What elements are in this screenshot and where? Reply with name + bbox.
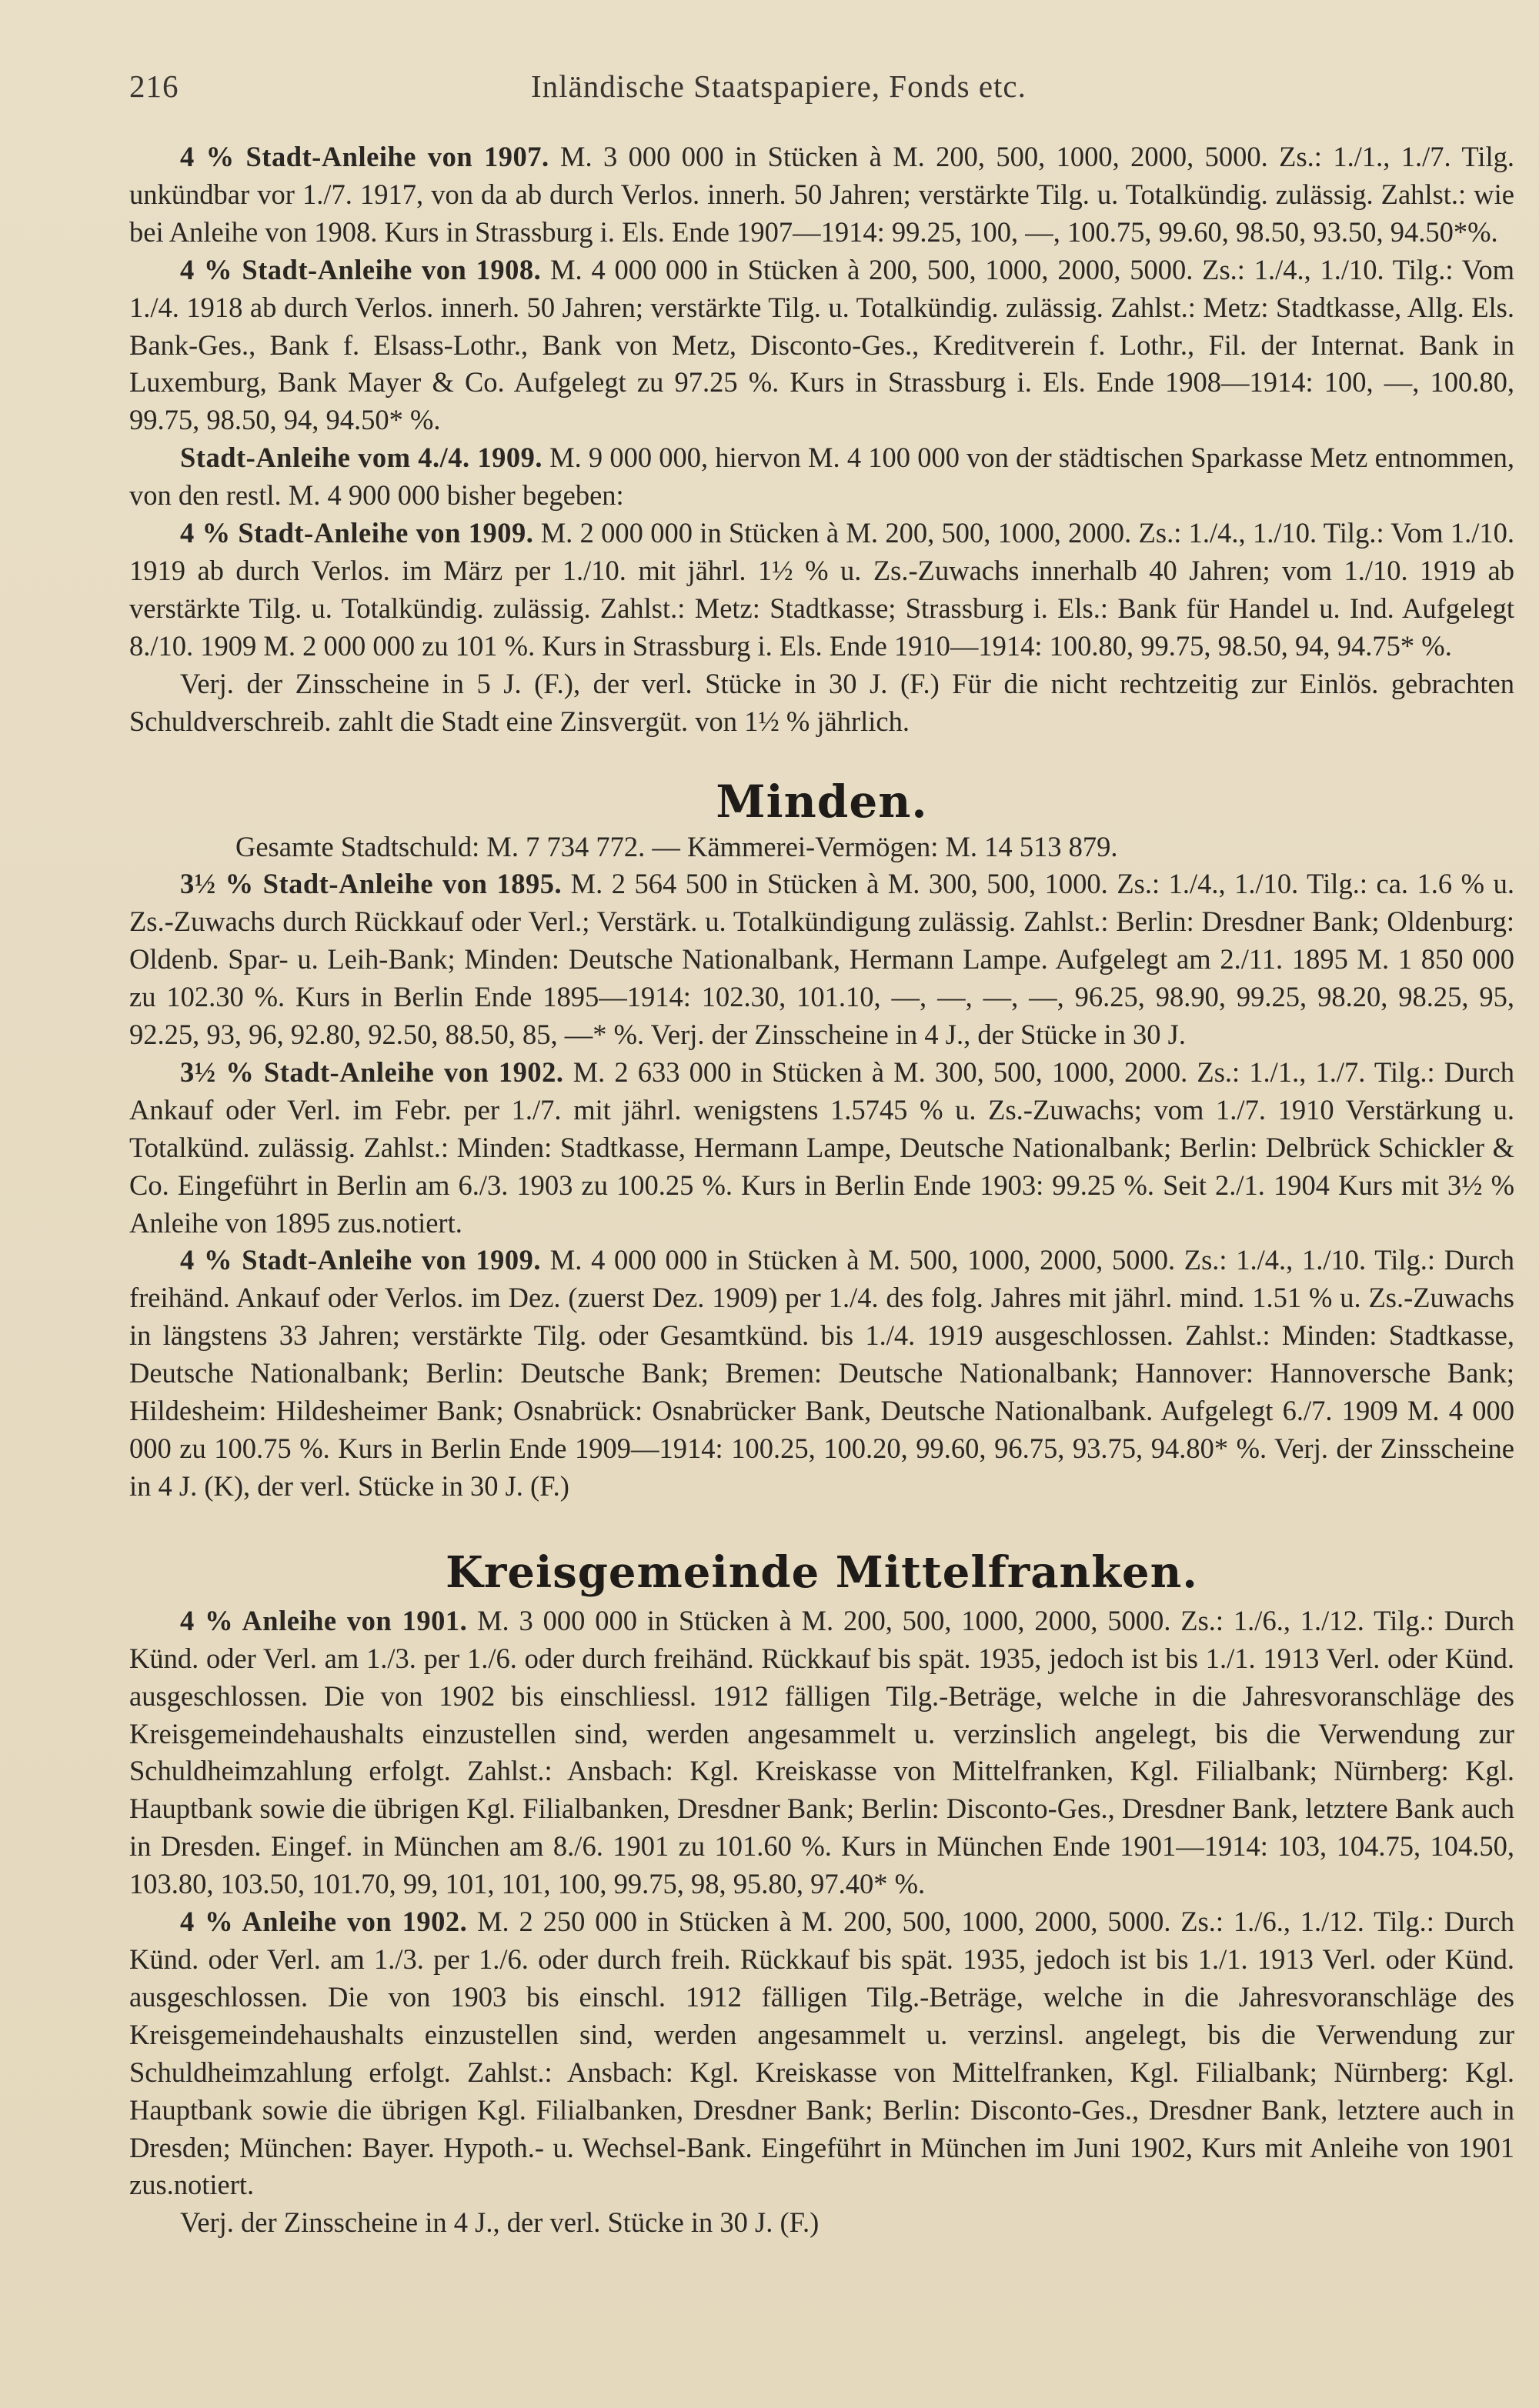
- entry-heading: 4 % Anleihe von 1902.: [180, 1906, 468, 1938]
- entry-text: M. 3 000 000 in Stücken à M. 200, 500, 1000, 2000, 5000. Zs.: 1./6., 1./12. Tilg.: Durch Künd. oder Verl. am 1./3. per 1./6. oder durch freihänd. Rückkauf bis spät. 1935, jedoch ist bis 1./1. 1913 Verl. oder Künd. ausgeschlossen. Die von 1902 bis einschliessl. 1912 fälligen Tilg.-Beträge, welche in die Jahresvoranschläge des Kreisgemeindehaushalts einzustellen sind, werden angesammelt u. verzinslich angelegt, bis die Verwendung zur Schuldheimzahlung erfolgt. Zahlst.: Ansbach: Kgl. Kreiskasse von Mittelfranken, Kgl. Filialbank; Nürnberg: Kgl. Hauptbank sowie die übrigen Kgl. Filialbanken, Dresdner Bank; Berlin: Disconto-Ges., Dresdner Bank, letztere Bank auch in Dresden. Eingef. in München am 8./6. 1901 zu 101.60 %. Kurs in München Ende 1901—1914: 103, 104.75, 104.50, 103.80, 103.50, 101.70, 99, 101, 101, 100, 99.75, 98, 95.80, 97.40* %.: [129, 1604, 1514, 1900]
- entry-heading: 4 % Stadt-Anleihe von 1909.: [180, 517, 534, 549]
- entry-text: Verj. der Zinsscheine in 4 J., der verl. Stücke in 30 J. (F.): [180, 2206, 820, 2239]
- section-title-mittelfranken: Kreisgemeinde Mittelfranken.: [446, 1546, 1198, 1598]
- page-header: [129, 68, 1514, 111]
- entry-heading: 3½ % Stadt-Anleihe von 1902.: [180, 1056, 564, 1088]
- entry-heading: 4 % Anleihe von 1901.: [180, 1604, 468, 1636]
- entry-strassburg-1907: [129, 138, 1514, 252]
- entry-minden-1902: [129, 1054, 1514, 1242]
- entry-text: M. 9 000 000, hiervon M. 4 100 000 von der städtischen Sparkasse Metz entnommen, von den restl. M. 4 900 000 bisher begeben:: [129, 442, 1515, 512]
- section-title-minden: Minden.: [716, 775, 928, 828]
- entry-strassburg-1909: [129, 515, 1514, 665]
- entry-strassburg-1908: [129, 252, 1514, 440]
- entry-text: M. 3 000 000 in Stücken à M. 200, 500, 1000, 2000, 5000. Zs.: 1./1., 1./7. Tilg. unkündbar vor 1./7. 1917, von da ab durch Verlos. innerh. 50 Jahren; verstärkte Tilg. u. Totalkündig. zulässig. Zahlst.: wie bei Anleihe von 1908. Kurs in Strassburg i. Els. Ende 1907—1914: 99.25, 100, —, 100.75, 99.60, 98.50, 93.50, 94.50*%.: [129, 141, 1515, 248]
- entry-text: M. 4 000 000 in Stücken à M. 500, 1000, 2000, 5000. Zs.: 1./4., 1./10. Tilg.: Durch freihänd. Ankauf oder Verlos. im Dez. (zuerst Dez. 1909) per 1./4. des folg. Jahres mit jährl. mind. 1.51 % u. Zs.-Zuwachs in längstens 33 Jahren; verstärkte Tilg. oder Gesamtkünd. bis 1./4. 1919 ausgeschlossen. Zahlst.: Minden: Stadtkasse, Deutsche Nationalbank; Berlin: Deutsche Bank; Bremen: Deutsche Nationalbank; Hannover: Hannoversche Bank; Hildesheim: Hildesheimer Bank; Osnabrück: Osnabrücker Bank, Deutsche Nationalbank. Aufgelegt 6./7. 1909 M. 4 000 000 zu 100.75 %. Kurs in Berlin Ende 1909—1914: 100.25, 100.20, 99.60, 96.75, 93.75, 94.80* %. Verj. der Zinsscheine in 4 J. (K), der verl. Stücke in 30 J. (F.): [129, 1244, 1514, 1502]
- entry-mittelfranken-note: [129, 2204, 1514, 2242]
- entry-minden-1909: [129, 1242, 1514, 1505]
- entry-text: Verj. der Zinsscheine in 5 J. (F.), der verl. Stücke in 30 J. (F.) Für die nicht rechtzeitig zur Einlös. gebrachten Schuldverschreib. zahlt die Stadt eine Zinsvergüt. von 1½ % jährlich.: [129, 667, 1514, 737]
- minden-summary: Gesamte Stadtschuld: M. 7 734 772. — Kämmerei-Vermögen: M. 14 513 879.: [235, 830, 1118, 862]
- entry-strassburg-note: [129, 665, 1514, 741]
- entry-text: M. 2 633 000 in Stücken à M. 300, 500, 1000, 2000. Zs.: 1./1., 1./7. Tilg.: Durch Ankauf oder Verl. im Febr. per 1./7. mit jährl. wenigstens 1.5745 % u. Zs.-Zuwachs; vom 1./7. 1910 Verstärkung u. Totalkünd. zulässig. Zahlst.: Minden: Stadtkasse, Hermann Lampe, Deutsche Nationalbank; Berlin: Delbrück Schickler & Co. Eingeführt in Berlin am 6./3. 1903 zu 100.25 %. Kurs in Berlin Ende 1903: 99.25 %. Seit 2./1. 1904 Kurs mit 3½ % Anleihe von 1895 zus.notiert.: [129, 1056, 1514, 1239]
- entry-strassburg-4-4-1909: [129, 439, 1514, 515]
- entry-text: M. 2 564 500 in Stücken à M. 300, 500, 1000. Zs.: 1./4., 1./10. Tilg.: ca. 1.6 % u. Zs.-Zuwachs durch Rückkauf oder Verl.; Verstärk. u. Totalkündigung zulässig. Zahlst.: Berlin: Dresdner Bank; Oldenburg: Oldenb. Spar- u. Leih-Bank; Minden: Deutsche Nationalbank, Hermann Lampe. Aufgelegt am 2./11. 1895 M. 1 850 000 zu 102.30 %. Kurs in Berlin Ende 1895—1914: 102.30, 101.10, —, —, —, —, 96.25, 98.90, 99.25, 98.20, 98.25, 95, 92.25, 93, 96, 92.80, 92.50, 88.50, 85, —* %. Verj. der Zinsscheine in 4 J., der Stücke in 30 J.: [129, 868, 1514, 1051]
- entry-mittelfranken-1901: [129, 1603, 1514, 1903]
- entry-heading: 4 % Stadt-Anleihe von 1907.: [180, 141, 549, 172]
- entry-text: M. 4 000 000 in Stücken à 200, 500, 1000, 2000, 5000. Zs.: 1./4., 1./10. Tilg.: Vom 1./4. 1918 ab durch Verlos. innerh. 50 Jahren; verstärkte Tilg. u. Totalkündig. zulässig. Zahlst.: Metz: Stadtkasse, Allg. Els. Bank-Ges., Bank f. Elsass-Lothr., Bank von Metz, Disconto-Ges., Kreditverein f. Lothr., Fil. der Internat. Bank in Luxemburg, Bank Mayer & Co. Aufgelegt zu 97.25 %. Kurs in Strassburg i. Els. Ende 1908—1914: 100, —, 100.80, 99.75, 98.50, 94, 94.50* %.: [129, 253, 1514, 436]
- entry-heading: Stadt-Anleihe vom 4./4. 1909.: [180, 442, 542, 474]
- entry-mittelfranken-1902: [129, 1903, 1514, 2204]
- page-number: 216: [129, 68, 179, 104]
- entry-heading: 4 % Stadt-Anleihe von 1908.: [180, 253, 542, 285]
- entry-text: M. 2 000 000 in Stücken à M. 200, 500, 1000, 2000. Zs.: 1./4., 1./10. Tilg.: Vom 1./10. 1919 ab durch Verlos. im März per 1./10. mit jährl. 1½ % u. Zs.-Zuwachs innerhalb 40 Jahren; vom 1./10. 1919 ab verstärkte Tilg. u. Totalkündig. zulässig. Zahlst.: Metz: Stadtkasse; Strassburg i. Els.: Bank für Handel u. Ind. Aufgelegt 8./10. 1909 M. 2 000 000 zu 101 %. Kurs in Strassburg i. Els. Ende 1910—1914: 100.80, 99.75, 98.50, 94, 94.75* %.: [129, 517, 1514, 662]
- entry-heading: 3½ % Stadt-Anleihe von 1895.: [180, 868, 563, 900]
- running-title: Inländische Staatspapiere, Fonds etc.: [531, 68, 1027, 104]
- page-body: [129, 138, 1514, 2242]
- entry-heading: 4 % Stadt-Anleihe von 1909.: [180, 1244, 542, 1276]
- entry-text: M. 2 250 000 in Stücken à M. 200, 500, 1000, 2000, 5000. Zs.: 1./6., 1./12. Tilg.: Durch Künd. oder Verl. am 1./3. per 1./6. oder durch freih. Rückkauf bis spät. 1935, jedoch ist bis 1./1. 1913 Verl. oder Künd. ausgeschlossen. Die von 1903 bis einschl. 1912 fälligen Tilg.-Beträge, welche in die Jahresvoranschläge des Kreisgemeindehaushalts einzustellen sind, werden angesammelt u. verzinsl. angelegt, bis die Verwendung zur Schuldheimzahlung erfolgt. Zahlst.: Ansbach: Kgl. Kreiskasse von Mittelfranken, Kgl. Filialbank; Nürnberg: Kgl. Hauptbank sowie die übrigen Kgl. Filialbanken, Dresdner Bank; Berlin: Disconto-Ges., Dresdner Bank, letztere auch in Dresden; München: Bayer. Hypoth.- u. Wechsel-Bank. Eingeführt in München im Juni 1902, Kurs mit Anleihe von 1901 zus.notiert.: [129, 1906, 1514, 2201]
- entry-minden-1895: [129, 865, 1514, 1054]
